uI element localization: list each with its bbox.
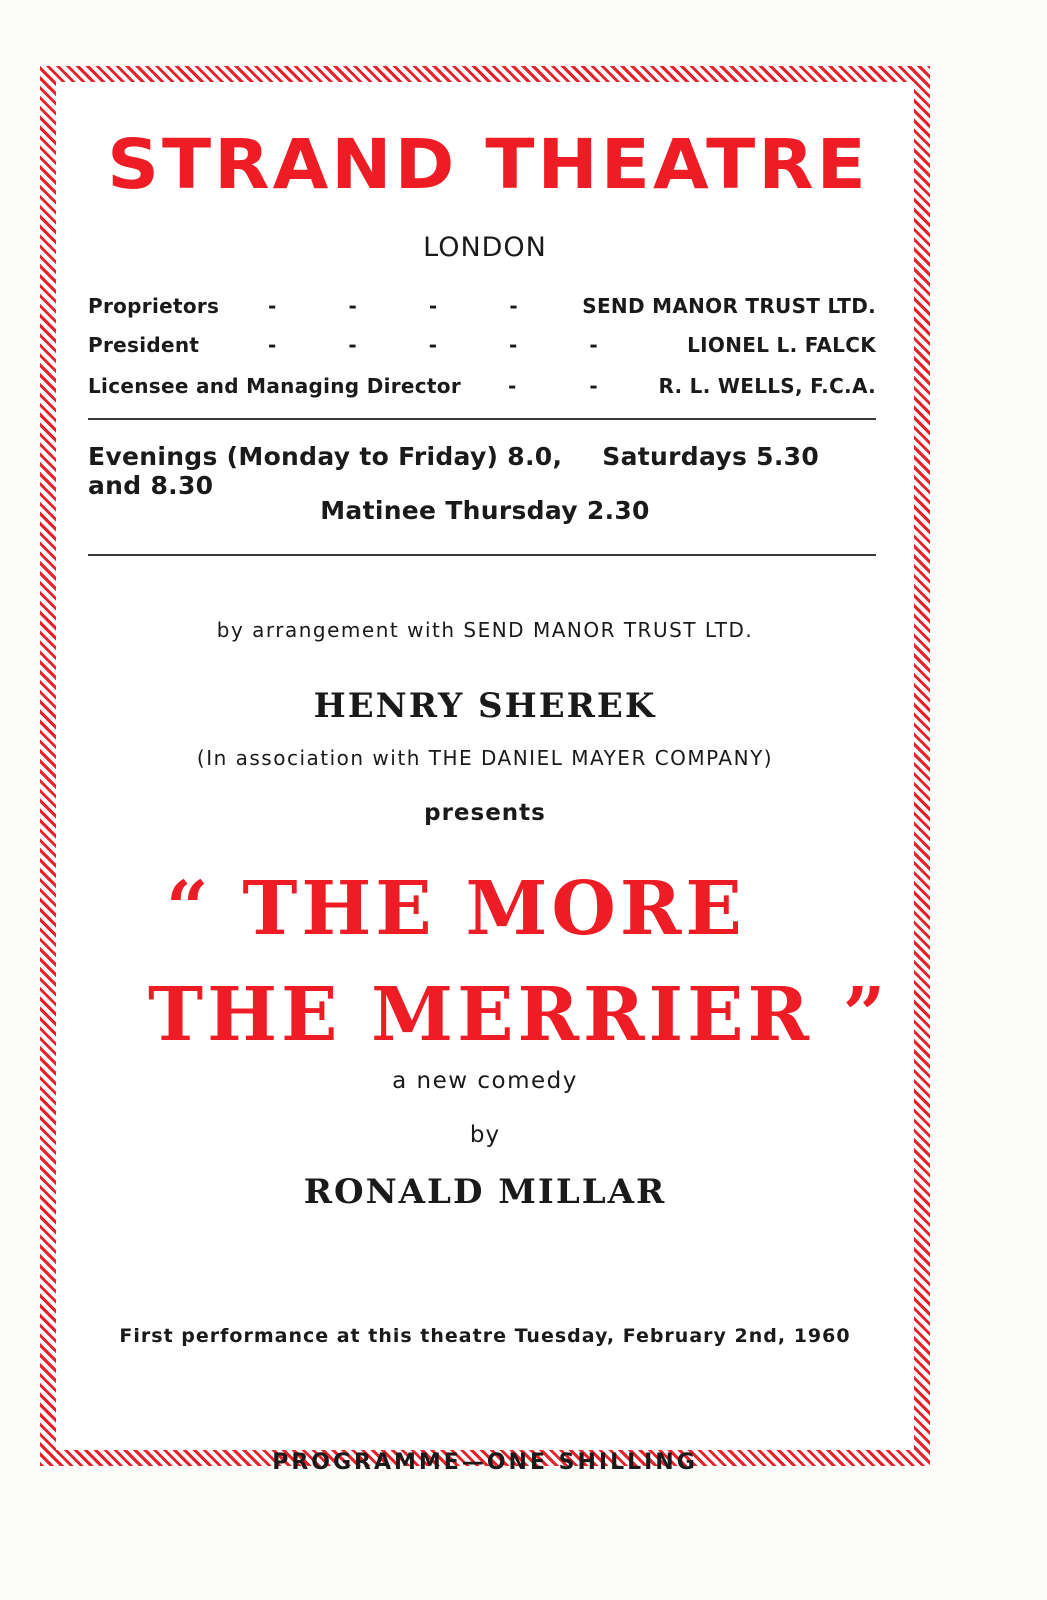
programme-content: [56, 82, 914, 1450]
association-note: (In association with THE DANIEL MAYER COMPANY): [196, 746, 774, 770]
schedule-saturdays: Saturdays 5.30 and 8.30: [88, 442, 820, 500]
schedule-matinee: Matinee Thursday 2.30: [320, 496, 650, 525]
programme-border: [40, 66, 930, 1466]
theatre-city: LONDON: [423, 232, 547, 263]
divider-bottom: [88, 554, 876, 556]
play-title-line1: “ THE MORE: [166, 866, 746, 952]
management-label: Licensee and Managing Director: [88, 374, 461, 398]
management-label: Proprietors: [88, 294, 220, 318]
author-name: RONALD MILLAR: [303, 1172, 667, 1212]
schedule-evenings: Evenings (Monday to Friday) 8.0,: [88, 442, 563, 471]
dash-leader: - - - -: [268, 294, 518, 318]
presents-text: presents: [424, 800, 546, 826]
play-genre: a new comedy: [392, 1068, 578, 1094]
first-performance-note: First performance at this theatre Tuesday, February 2nd, 1960: [119, 1325, 851, 1347]
play-title-line2: THE MERRIER ”: [148, 972, 890, 1058]
producer-name: HENRY SHEREK: [313, 686, 657, 726]
dash-leader: - - - - -: [268, 333, 598, 357]
management-value: LIONEL L. FALCK: [687, 333, 876, 357]
schedule-evenings-line: [88, 442, 876, 500]
management-value: R. L. WELLS, F.C.A.: [658, 374, 876, 398]
dash-leader: - -: [508, 374, 598, 398]
theatre-name: STRAND THEATRE: [107, 124, 869, 204]
programme-price: PROGRAMME—ONE SHILLING: [272, 1450, 698, 1475]
management-label: President: [88, 333, 200, 357]
management-value: SEND MANOR TRUST LTD.: [582, 294, 876, 318]
arrangement-note: by arrangement with SEND MANOR TRUST LTD.: [216, 618, 754, 642]
play-by: by: [469, 1122, 501, 1148]
divider-top: [88, 418, 876, 420]
